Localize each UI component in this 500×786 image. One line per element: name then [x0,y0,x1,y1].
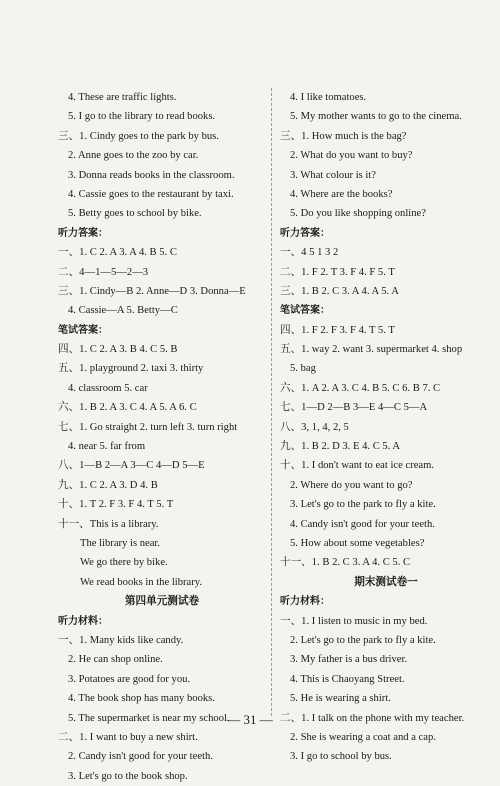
answer-line: 七、1—D 2—B 3—E 4—C 5—A [280,402,428,414]
answer-line: 六、1. A 2. A 3. C 4. B 5. C 6. B 7. C [280,382,441,394]
answer-line: 2. Let's go to the park to fly a kite. [290,634,436,646]
answer-line: 5. I go to the library to read books. [68,111,216,123]
answer-line: 二、1. I want to buy a new shirt. [58,731,198,743]
answer-line: 三、1. Cindy goes to the park by bus. [58,130,219,142]
answer-line: 3. Let's go to the book shop. [68,770,188,782]
section-title: 第四单元测试卷 [124,596,200,608]
left-column [58,88,266,786]
answer-line: 4. near 5. far from [68,441,146,453]
answer-line: 二、1. F 2. T 3. F 4. F 5. T [280,266,395,278]
answer-line: 三、1. How much is the bag? [280,130,407,142]
answer-line: 5. The supermarket is near my school. [68,712,230,724]
answer-line: 4. classroom 5. car [68,382,148,394]
answer-line: 十、1. I don't want to eat ice cream. [280,460,434,472]
answer-line: 二、1. I talk on the phone with my teacher. [280,712,465,724]
section-heading: 听力材料： [58,615,108,627]
answer-line: 5. Betty goes to school by bike. [68,208,202,220]
section-heading: 听力答案： [280,227,330,239]
answer-line: 4. I like tomatoes. [290,92,367,103]
answer-line: 一、1. Many kids like candy. [58,634,184,646]
answer-line: We go there by bike. [80,557,168,569]
answer-line: 3. Let's go to the park to fly a kite. [290,499,436,511]
answer-line: 四、1. F 2. F 3. F 4. T 5. T [280,324,395,336]
answer-line: 四、1. C 2. A 3. B 4. C 5. B [58,344,178,356]
answer-line: 十一、1. B 2. C 3. A 4. C 5. C [280,557,411,569]
answer-line: 三、1. B 2. C 3. A 4. A 5. A [280,285,399,297]
answer-line: 3. Donna reads books in the classroom. [68,169,235,181]
answer-line: 5. Do you like shopping online? [290,208,426,220]
answer-line: 六、1. B 2. A 3. C 4. A 5. A 6. C [58,402,197,414]
answer-line: 5. My mother wants to go to the cinema. [290,111,462,123]
answer-line: 一、1. I listen to music in my bed. [280,615,428,627]
right-column [280,88,492,767]
answer-line: 3. My father is a bus driver. [290,654,408,666]
section-heading: 听力材料： [280,596,330,608]
answer-line: 八、3, 1, 4, 2, 5 [280,421,349,433]
answer-line: 十一、This is a library. [58,518,159,530]
column-divider [271,88,272,716]
answer-line: We read books in the library. [80,576,203,588]
answer-line: 二、4—1—5—2—3 [58,266,149,278]
answer-line: 一、1. C 2. A 3. A 4. B 5. C [58,247,177,259]
answer-line: 2. She is wearing a coat and a cap. [290,731,436,743]
answer-line: 2. Anne goes to the zoo by car. [68,150,199,162]
answer-line: 2. Where do you want to go? [290,479,413,491]
answer-line: 九、1. B 2. D 3. E 4. C 5. A [280,441,401,453]
answer-line: 一、4 5 1 3 2 [280,247,339,259]
section-title: 期末测试卷一 [354,576,418,588]
answer-line: 3. What colour is it? [290,169,377,181]
answer-line: 4. Where are the books? [290,188,393,200]
answer-line: 八、1—B 2—A 3—C 4—D 5—E [58,460,205,472]
answer-line: 4. The book shop has many books. [68,693,215,705]
answer-line: 3. I go to school by bus. [290,751,392,763]
answer-line: 2. Candy isn't good for your teeth. [68,751,213,763]
section-heading: 听力答案： [58,227,108,239]
answer-line: 4. Cassie—A 5. Betty—C [68,305,178,317]
answer-line: 5. bag [290,363,316,375]
section-heading: 笔试答案： [280,305,330,317]
answer-line: 七、1. Go straight 2. turn left 3. turn right [58,421,238,433]
answer-line: 4. These are traffic lights. [68,92,177,103]
answer-line: 4. Cassie goes to the restaurant by taxi. [68,188,234,200]
answer-line: 2. What do you want to buy? [290,150,413,162]
answer-line: 3. Potatoes are good for you. [68,673,191,685]
answer-line: 5. How about some vegetables? [290,537,425,549]
answer-line: 5. He is wearing a shirt. [290,693,391,705]
answer-line: 三、1. Cindy—B 2. Anne—D 3. Donna—E [58,285,246,297]
answer-line: 五、1. playground 2. taxi 3. thirty [58,363,204,375]
answer-line: 十、1. T 2. F 3. F 4. T 5. T [58,499,174,511]
answer-line: 2. He can shop online. [68,654,163,666]
answer-line: 五、1. way 2. want 3. supermarket 4. shop [280,344,463,356]
answer-line: 4. Candy isn't good for your teeth. [290,518,435,530]
answer-line: The library is near. [80,537,161,549]
page-number: — 31 — [227,712,273,727]
answer-line: 4. This is Chaoyang Street. [290,673,405,685]
section-heading: 笔试答案： [58,324,108,336]
answer-line: 九、1. C 2. A 3. D 4. B [58,479,158,491]
